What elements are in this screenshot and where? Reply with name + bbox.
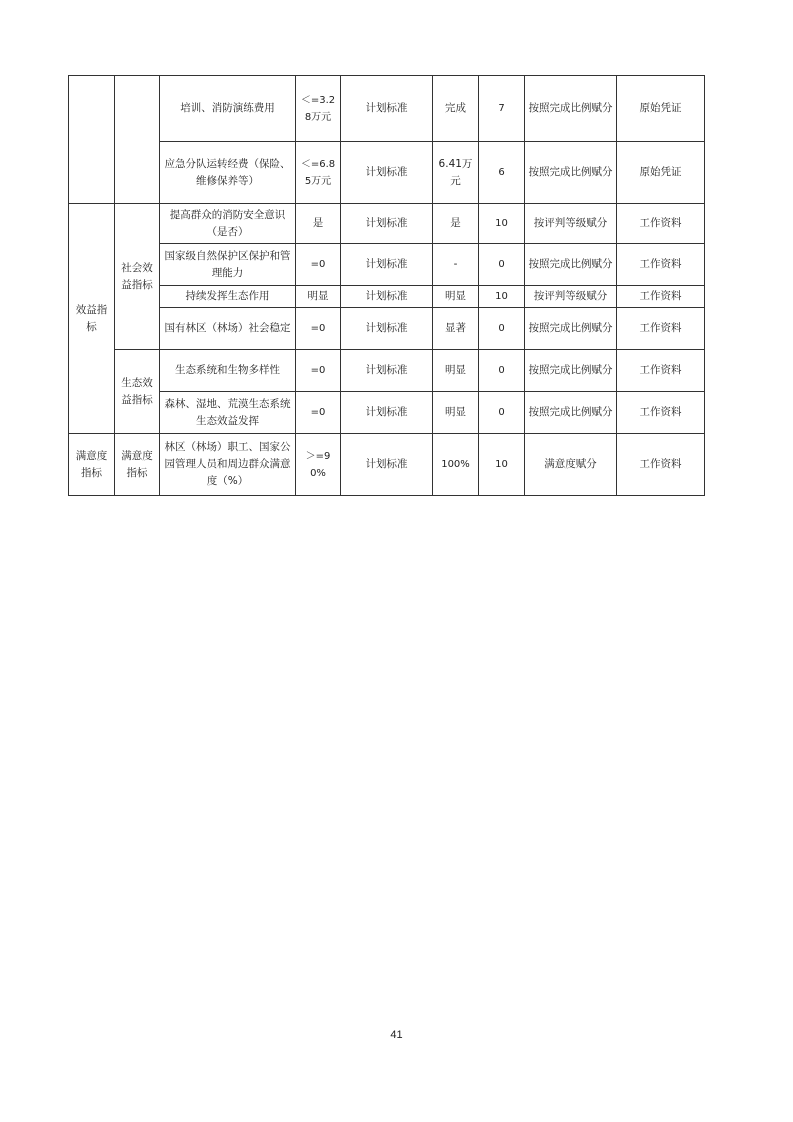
source-cell: 工作资料 [617,286,705,308]
score-cell: 0 [479,308,525,350]
level2-cell [115,76,160,204]
actual-cell: 显著 [433,308,479,350]
score-cell: 7 [479,76,525,142]
actual-cell: 明显 [433,350,479,392]
source-cell: 工作资料 [617,308,705,350]
method-cell: 按照完成比例赋分 [525,244,617,286]
source-cell: 工作资料 [617,204,705,244]
level2-cell: 社会效益指标 [115,204,160,350]
indicator-cell: 林区（林场）职工、国家公园管理人员和周边群众满意度（%） [160,434,296,496]
actual-cell: 是 [433,204,479,244]
standard-cell: 计划标准 [341,142,433,204]
standard-cell: 计划标准 [341,244,433,286]
method-cell: 按照完成比例赋分 [525,142,617,204]
table-row [69,76,705,142]
method-cell: 按照完成比例赋分 [525,392,617,434]
indicator-cell: 国家级自然保护区保护和管理能力 [160,244,296,286]
indicator-cell: 国有林区（林场）社会稳定 [160,308,296,350]
source-cell: 原始凭证 [617,76,705,142]
level1-cell [69,76,115,204]
table-row [69,392,705,434]
table-row [69,308,705,350]
actual-cell: 6.41万元 [433,142,479,204]
page-number: 41 [390,1029,403,1041]
indicator-cell: 应急分队运转经费（保险、维修保养等） [160,142,296,204]
score-cell: 10 [479,204,525,244]
target-cell: ＜=3.28万元 [296,76,341,142]
actual-cell: 明显 [433,286,479,308]
standard-cell: 计划标准 [341,308,433,350]
standard-cell: 计划标准 [341,350,433,392]
score-cell: 0 [479,244,525,286]
indicator-cell: 生态系统和生物多样性 [160,350,296,392]
target-cell: 明显 [296,286,341,308]
target-cell: ＜=6.85万元 [296,142,341,204]
indicator-cell: 提高群众的消防安全意识（是否） [160,204,296,244]
source-cell: 工作资料 [617,350,705,392]
source-cell: 工作资料 [617,392,705,434]
source-cell: 原始凭证 [617,142,705,204]
level1-cell: 满意度指标 [69,434,115,496]
table-row [69,244,705,286]
score-cell: 10 [479,286,525,308]
standard-cell: 计划标准 [341,204,433,244]
actual-cell: - [433,244,479,286]
standard-cell: 计划标准 [341,434,433,496]
level2-cell: 满意度指标 [115,434,160,496]
performance-indicator-table [68,75,705,496]
method-cell: 按照完成比例赋分 [525,76,617,142]
table-row [69,204,705,244]
score-cell: 6 [479,142,525,204]
source-cell: 工作资料 [617,244,705,286]
method-cell: 满意度赋分 [525,434,617,496]
score-cell: 0 [479,350,525,392]
target-cell: =0 [296,244,341,286]
source-cell: 工作资料 [617,434,705,496]
standard-cell: 计划标准 [341,392,433,434]
score-cell: 0 [479,392,525,434]
indicator-cell: 森林、湿地、荒漠生态系统生态效益发挥 [160,392,296,434]
actual-cell: 明显 [433,392,479,434]
method-cell: 按评判等级赋分 [525,204,617,244]
standard-cell: 计划标准 [341,286,433,308]
method-cell: 按照完成比例赋分 [525,350,617,392]
indicator-cell: 培训、消防演练费用 [160,76,296,142]
actual-cell: 100% [433,434,479,496]
table-row [69,142,705,204]
level1-cell: 效益指标 [69,204,115,434]
target-cell: =0 [296,308,341,350]
table-row [69,350,705,392]
method-cell: 按评判等级赋分 [525,286,617,308]
indicator-cell: 持续发挥生态作用 [160,286,296,308]
table-row [69,286,705,308]
actual-cell: 完成 [433,76,479,142]
target-cell: =0 [296,392,341,434]
target-cell: =0 [296,350,341,392]
score-cell: 10 [479,434,525,496]
target-cell: ＞=90% [296,434,341,496]
table-row [69,434,705,496]
target-cell: 是 [296,204,341,244]
method-cell: 按照完成比例赋分 [525,308,617,350]
level2-cell: 生态效益指标 [115,350,160,434]
standard-cell: 计划标准 [341,76,433,142]
